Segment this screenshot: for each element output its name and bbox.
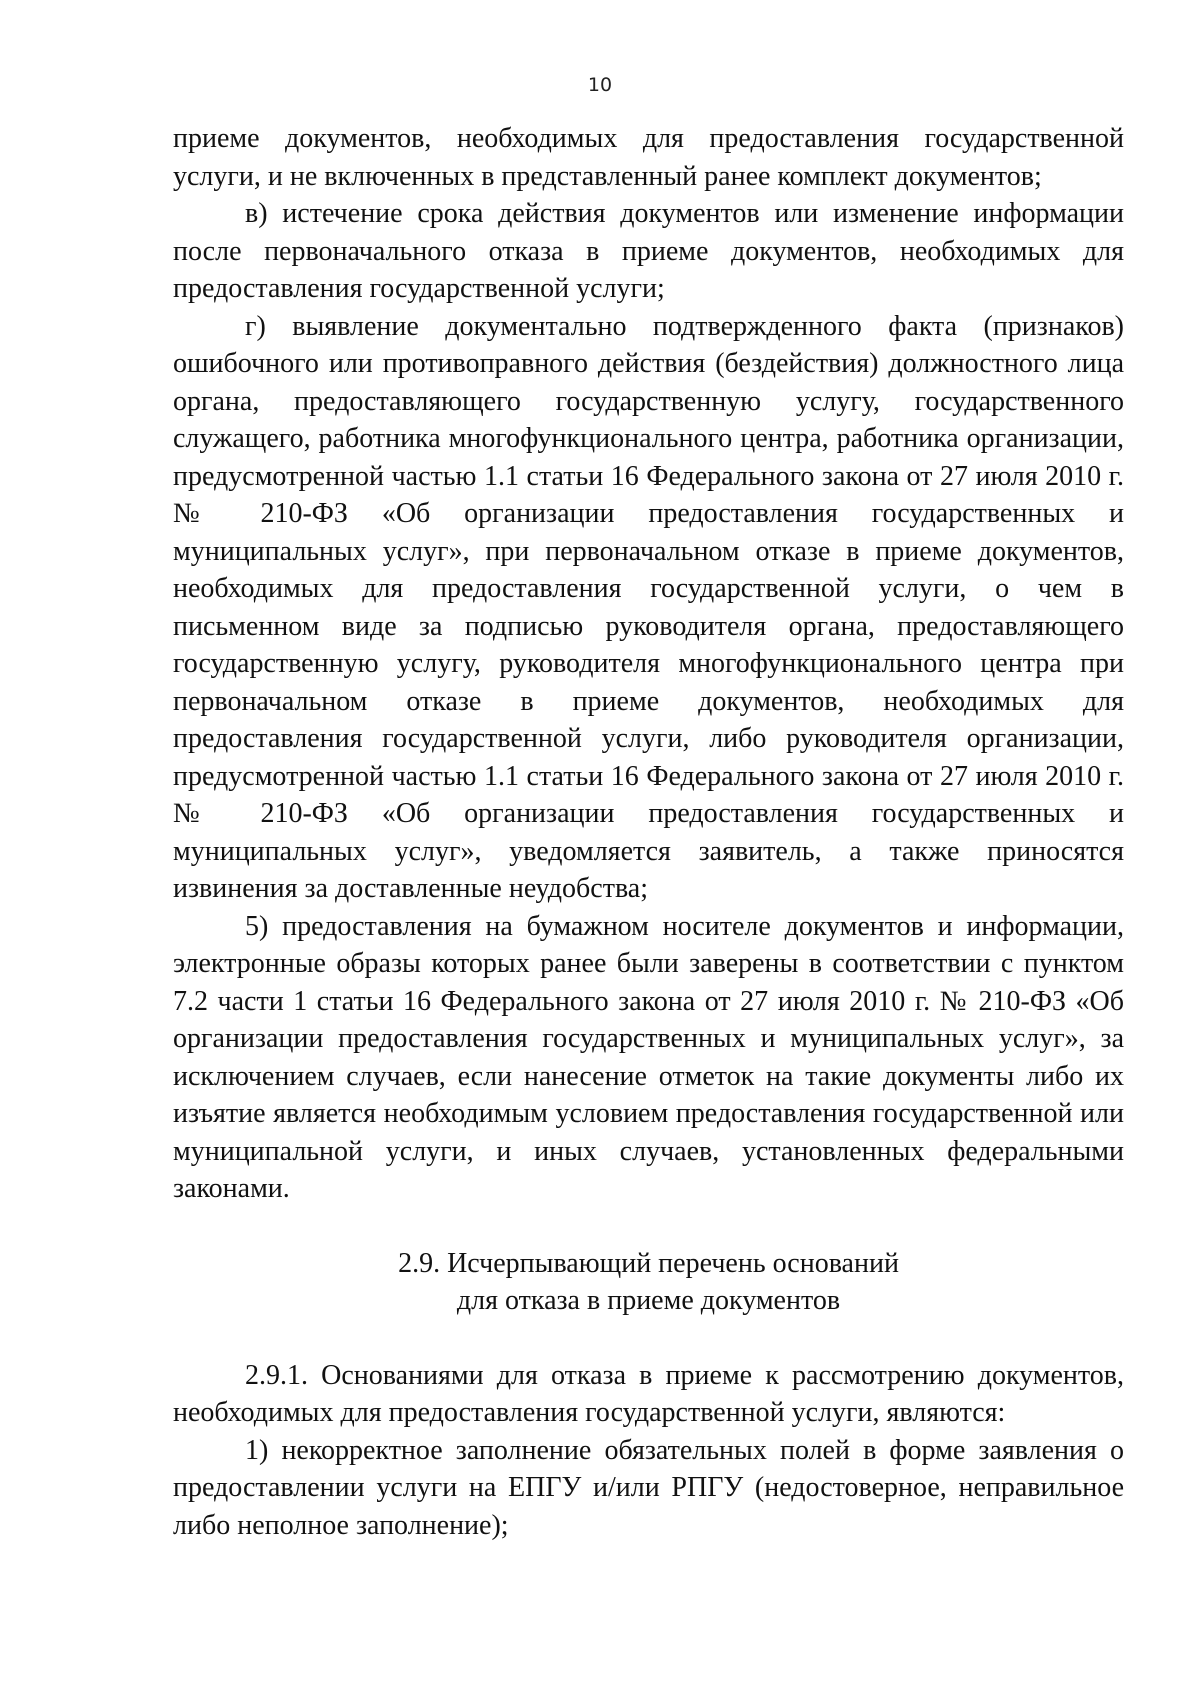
paragraph-item-1: 1) некорректное заполнение обязательных полей в форме заявления о предоставлении услуги на ЕПГУ и/или РПГУ (недостоверное, неправильное либо неполное заполнение); [173,1434,1124,1541]
page-number: 10 [587,74,613,96]
paragraph-item-5: 5) предоставления на бумажном носителе документов и информации, электронные образы которых ранее были заверены в соответствии с пунктом 7.2 части 1 статьи 16 Федерального закона от 27 июля 2010 г. № 210-ФЗ «Об организации предоставления государственных и муниципальных услуг», за исключением случаев, если нанесение отметок на такие документы либо их изъятие является необходимым условием предоставления государственной или муниципальной услуги, и иных случаев, установленных федеральными законами. [173,910,1124,1204]
paragraph-item-g: г) выявление документально подтвержденного факта (признаков) ошибочного или противоправного действия (бездействия) должностного лица органа, предоставляющего государственную услугу, государственного служащего, работника многофункционального центра, работника организации, предусмотренной частью 1.1 статьи 16 Федерального закона от 27 июля 2010 г. № 210-ФЗ «Об организации предоставления государственных и муниципальных услуг», при первоначальном отказе в приеме документов, необходимых для предоставления государственной услуги, о чем в письменном виде за подписью руководителя органа, предоставляющего государственную услугу, руководителя многофункционального центра при первоначальном отказе в приеме документов, необходимых для предоставления государственной услуги, либо руководителя организации, предусмотренной частью 1.1 статьи 16 Федерального закона от 27 июля 2010 г. № 210-ФЗ «Об организации предоставления государственных и муниципальных услуг», уведомляется заявитель, а также приносятся извинения за доставленные неудобства; [173,310,1124,904]
paragraph-clause-2-9-1: 2.9.1. Основаниями для отказа в приеме к рассмотрению документов, необходимых для предоставления государственной услуги, являются: [173,1359,1124,1428]
section-heading-line-1: 2.9. Исчерпывающий перечень оснований [398,1247,899,1279]
section-heading-line-2: для отказа в приеме документов [456,1285,841,1316]
paragraph-item-v: в) истечение срока действия документов или изменение информации после первоначального отказа в приеме документов, необходимых для предоставления государственной услуги; [173,198,1124,304]
section-heading [173,1245,1124,1320]
document-body [173,120,1124,1544]
paragraph-continuation: приеме документов, необходимых для предоставления государственной услуги, и не включенных в представленный ранее комплект документов; [173,123,1124,192]
